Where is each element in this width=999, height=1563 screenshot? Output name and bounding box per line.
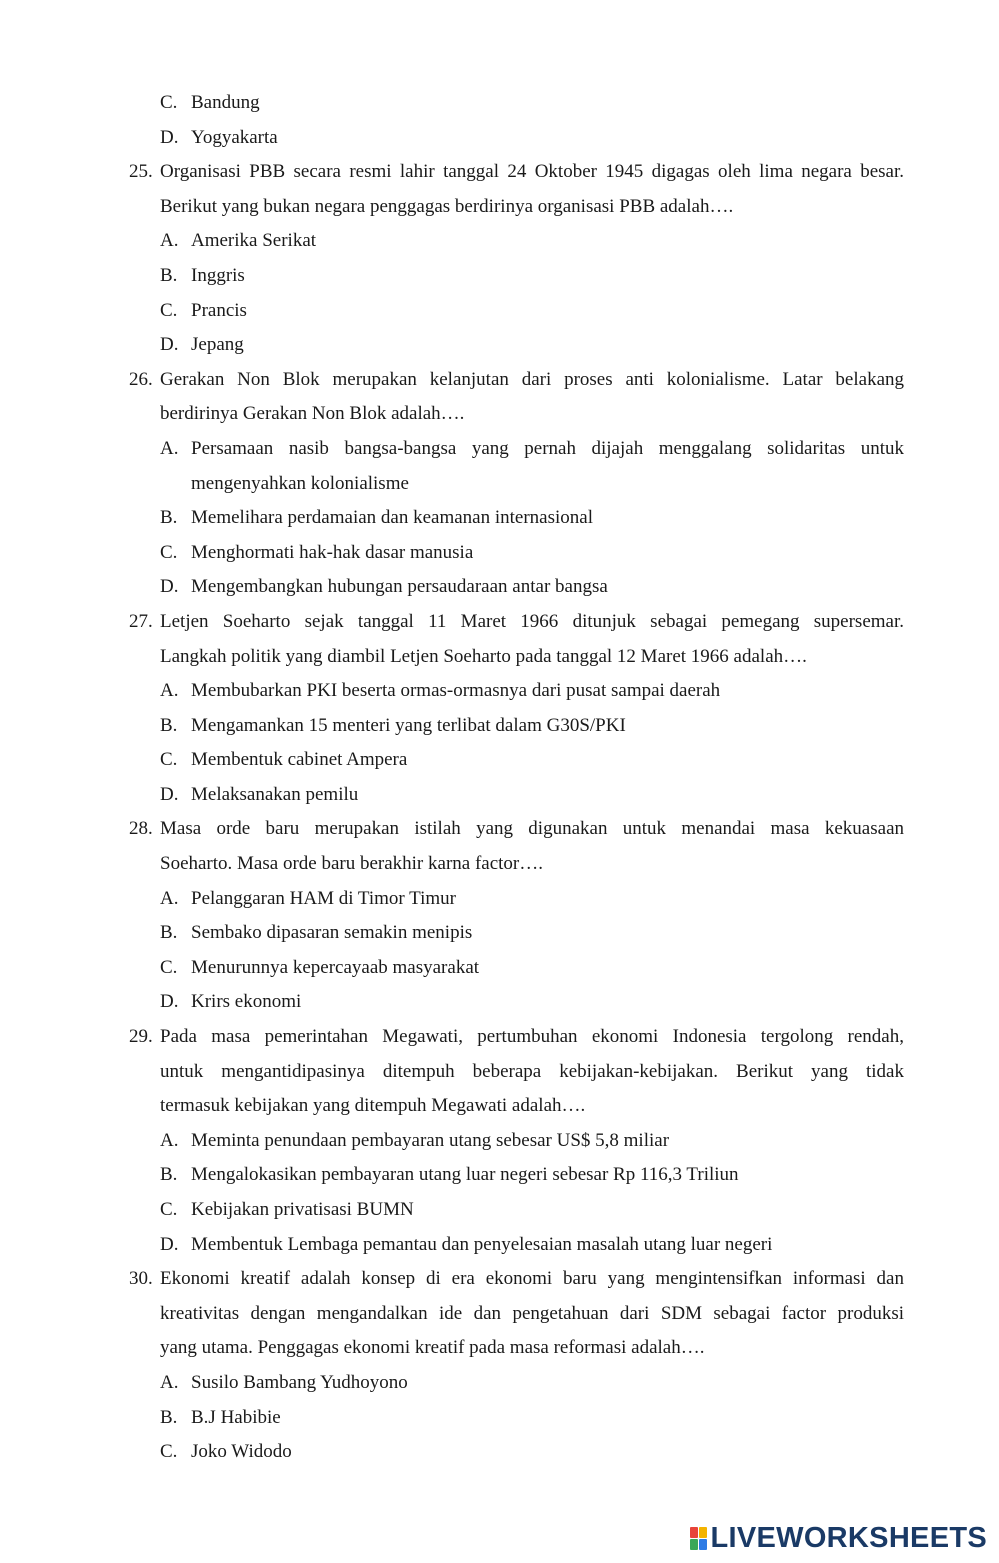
option-letter: C.: [160, 749, 178, 771]
option-letter: A.: [160, 437, 179, 459]
question-text-line: termasuk kebijakan yang ditempuh Megawati adalah….: [160, 1095, 586, 1117]
liveworksheets-logo[interactable]: [690, 1523, 988, 1553]
logo-square-green: [690, 1539, 698, 1550]
option-letter: D.: [160, 576, 179, 598]
option-text: Mengamankan 15 menteri yang terlibat dalam G30S/PKI: [191, 714, 626, 736]
option-text: Menghormati hak-hak dasar manusia: [191, 541, 474, 563]
question-text-line: berdirinya Gerakan Non Blok adalah….: [160, 403, 465, 425]
option-text: mengenyahkan kolonialisme: [191, 472, 409, 494]
question-25: [0, 155, 999, 190]
question-26: [0, 363, 999, 398]
option-item: [0, 778, 999, 813]
question-30: [0, 1262, 999, 1297]
question-continuation: [0, 1055, 999, 1090]
question-text-line: Soeharto. Masa orde baru berakhir karna factor….: [160, 853, 544, 875]
option-text: Inggris: [191, 264, 245, 286]
logo-text: LIVEWORKSHEETS: [710, 1521, 987, 1554]
logo-square-yellow: [699, 1527, 707, 1538]
option-text: Meminta penundaan pembayaran utang sebesar US$ 5,8 miliar: [191, 1129, 670, 1151]
option-item: [0, 709, 999, 744]
option-letter: B.: [160, 507, 178, 529]
question-number: 29.: [129, 1026, 153, 1048]
option-text: Mengembangkan hubungan persaudaraan antar bangsa: [191, 576, 608, 598]
option-item: [0, 1124, 999, 1159]
question-number: 25.: [129, 161, 153, 183]
question-number: 30.: [129, 1268, 153, 1290]
option-text: Melaksanakan pemilu: [191, 783, 359, 805]
option-text: Pelanggaran HAM di Timor Timur: [191, 887, 456, 909]
option-letter: A.: [160, 887, 179, 909]
question-continuation: [0, 640, 999, 675]
question-text-line: Gerakan Non Blok merupakan kelanjutan dari proses anti kolonialisme. Latar belakang: [160, 368, 904, 390]
option-letter: D.: [160, 991, 179, 1013]
option-item: [0, 1228, 999, 1263]
option-text: Yogyakarta: [191, 126, 278, 148]
question-29: [0, 1020, 999, 1055]
question-27: [0, 605, 999, 640]
option-letter: D.: [160, 334, 179, 356]
option-letter: A.: [160, 680, 179, 702]
option-text: Amerika Serikat: [191, 230, 317, 252]
option-item: [0, 224, 999, 259]
question-continuation: [0, 847, 999, 882]
question-text-line: Langkah politik yang diambil Letjen Soeharto pada tanggal 12 Maret 1966 adalah….: [160, 645, 807, 667]
option-letter: A.: [160, 1129, 179, 1151]
question-text-line: Masa orde baru merupakan istilah yang digunakan untuk menandai masa kekuasaan: [160, 818, 904, 840]
question-28: [0, 812, 999, 847]
option-item: [0, 985, 999, 1020]
question-text-line: untuk mengantidipasinya ditempuh beberapa kebijakan-kebijakan. Berikut yang tidak: [160, 1060, 904, 1082]
option-letter: A.: [160, 1371, 179, 1393]
question-continuation: [0, 1297, 999, 1332]
worksheet-page: [0, 86, 999, 1470]
question-text-line: Pada masa pemerintahan Megawati, pertumbuhan ekonomi Indonesia tergolong rendah,: [160, 1026, 904, 1048]
question-text-line: Ekonomi kreatif adalah konsep di era ekonomi baru yang mengintensifkan informasi dan: [160, 1268, 904, 1290]
question-text-line: yang utama. Penggagas ekonomi kreatif pada masa reformasi adalah….: [160, 1337, 705, 1359]
option-item: [0, 882, 999, 917]
option-item: [0, 743, 999, 778]
option-item: [0, 916, 999, 951]
option-text: Kebijakan privatisasi BUMN: [191, 1199, 414, 1220]
option-item: [0, 328, 999, 363]
option-text: Menurunnya kepercayaab masyarakat: [191, 956, 480, 978]
question-continuation: [0, 190, 999, 225]
option-letter: C.: [160, 541, 178, 563]
question-text-line: Organisasi PBB secara resmi lahir tanggal 24 Oktober 1945 digagas oleh lima negara besar.: [160, 161, 904, 183]
option-letter: B.: [160, 922, 178, 944]
option-letter: D.: [160, 783, 179, 805]
question-text-line: Letjen Soeharto sejak tanggal 11 Maret 1966 ditunjuk sebagai pemegang supersemar.: [160, 610, 904, 632]
option-item: [0, 1193, 999, 1228]
option-item: [0, 1435, 999, 1470]
option-text: Membentuk Lembaga pemantau dan penyelesaian masalah utang luar negeri: [191, 1233, 773, 1255]
option-text: Membentuk cabinet Ampera: [191, 749, 408, 771]
option-item: [0, 259, 999, 294]
option-text: Prancis: [191, 299, 247, 321]
option-letter: C.: [160, 1441, 178, 1463]
option-item: [0, 1401, 999, 1436]
option-letter: A.: [160, 230, 179, 252]
question-continuation: [0, 1089, 999, 1124]
option-item: [0, 86, 999, 121]
option-text: Mengalokasikan pembayaran utang luar negeri sebesar Rp 116,3 Triliun: [191, 1164, 739, 1186]
option-text: Krirs ekonomi: [191, 991, 302, 1013]
logo-square-blue: [699, 1539, 707, 1550]
option-item: [0, 570, 999, 605]
logo-grid-icon: [690, 1527, 707, 1550]
logo-square-red: [690, 1527, 698, 1538]
question-continuation: [0, 1331, 999, 1366]
option-text: Bandung: [191, 92, 260, 113]
option-text: Sembako dipasaran semakin menipis: [191, 922, 473, 944]
option-letter: B.: [160, 1164, 178, 1186]
option-item: [0, 432, 999, 467]
option-letter: C.: [160, 956, 178, 978]
option-letter: C.: [160, 299, 178, 321]
option-item: [0, 674, 999, 709]
option-item: [0, 536, 999, 571]
option-item: [0, 951, 999, 986]
option-text: Jepang: [191, 334, 244, 356]
option-item: [0, 294, 999, 329]
question-number: 27.: [129, 610, 153, 632]
option-letter: C.: [160, 92, 178, 113]
option-item: [0, 1158, 999, 1193]
option-letter: B.: [160, 264, 178, 286]
question-number: 28.: [129, 818, 153, 840]
question-text-line: kreativitas dengan mengandalkan ide dan pengetahuan dari SDM sebagai factor produksi: [160, 1302, 904, 1324]
option-text: Membubarkan PKI beserta ormas-ormasnya dari pusat sampai daerah: [191, 680, 721, 702]
option-letter: B.: [160, 1406, 178, 1428]
question-continuation: [0, 397, 999, 432]
option-text: Memelihara perdamaian dan keamanan internasional: [191, 507, 593, 529]
option-item: [0, 1366, 999, 1401]
option-letter: B.: [160, 714, 178, 736]
option-text: Persamaan nasib bangsa-bangsa yang pernah dijajah menggalang solidaritas untuk: [191, 437, 904, 459]
option-letter: D.: [160, 1233, 179, 1255]
option-item: [0, 121, 999, 156]
option-item: [0, 501, 999, 536]
question-number: 26.: [129, 368, 153, 390]
option-continuation: [0, 467, 999, 502]
option-letter: C.: [160, 1199, 178, 1220]
option-text: B.J Habibie: [191, 1406, 281, 1428]
option-text: Joko Widodo: [191, 1441, 292, 1463]
question-text-line: Berikut yang bukan negara penggagas berdirinya organisasi PBB adalah….: [160, 195, 734, 217]
option-letter: D.: [160, 126, 179, 148]
option-text: Susilo Bambang Yudhoyono: [191, 1371, 408, 1393]
